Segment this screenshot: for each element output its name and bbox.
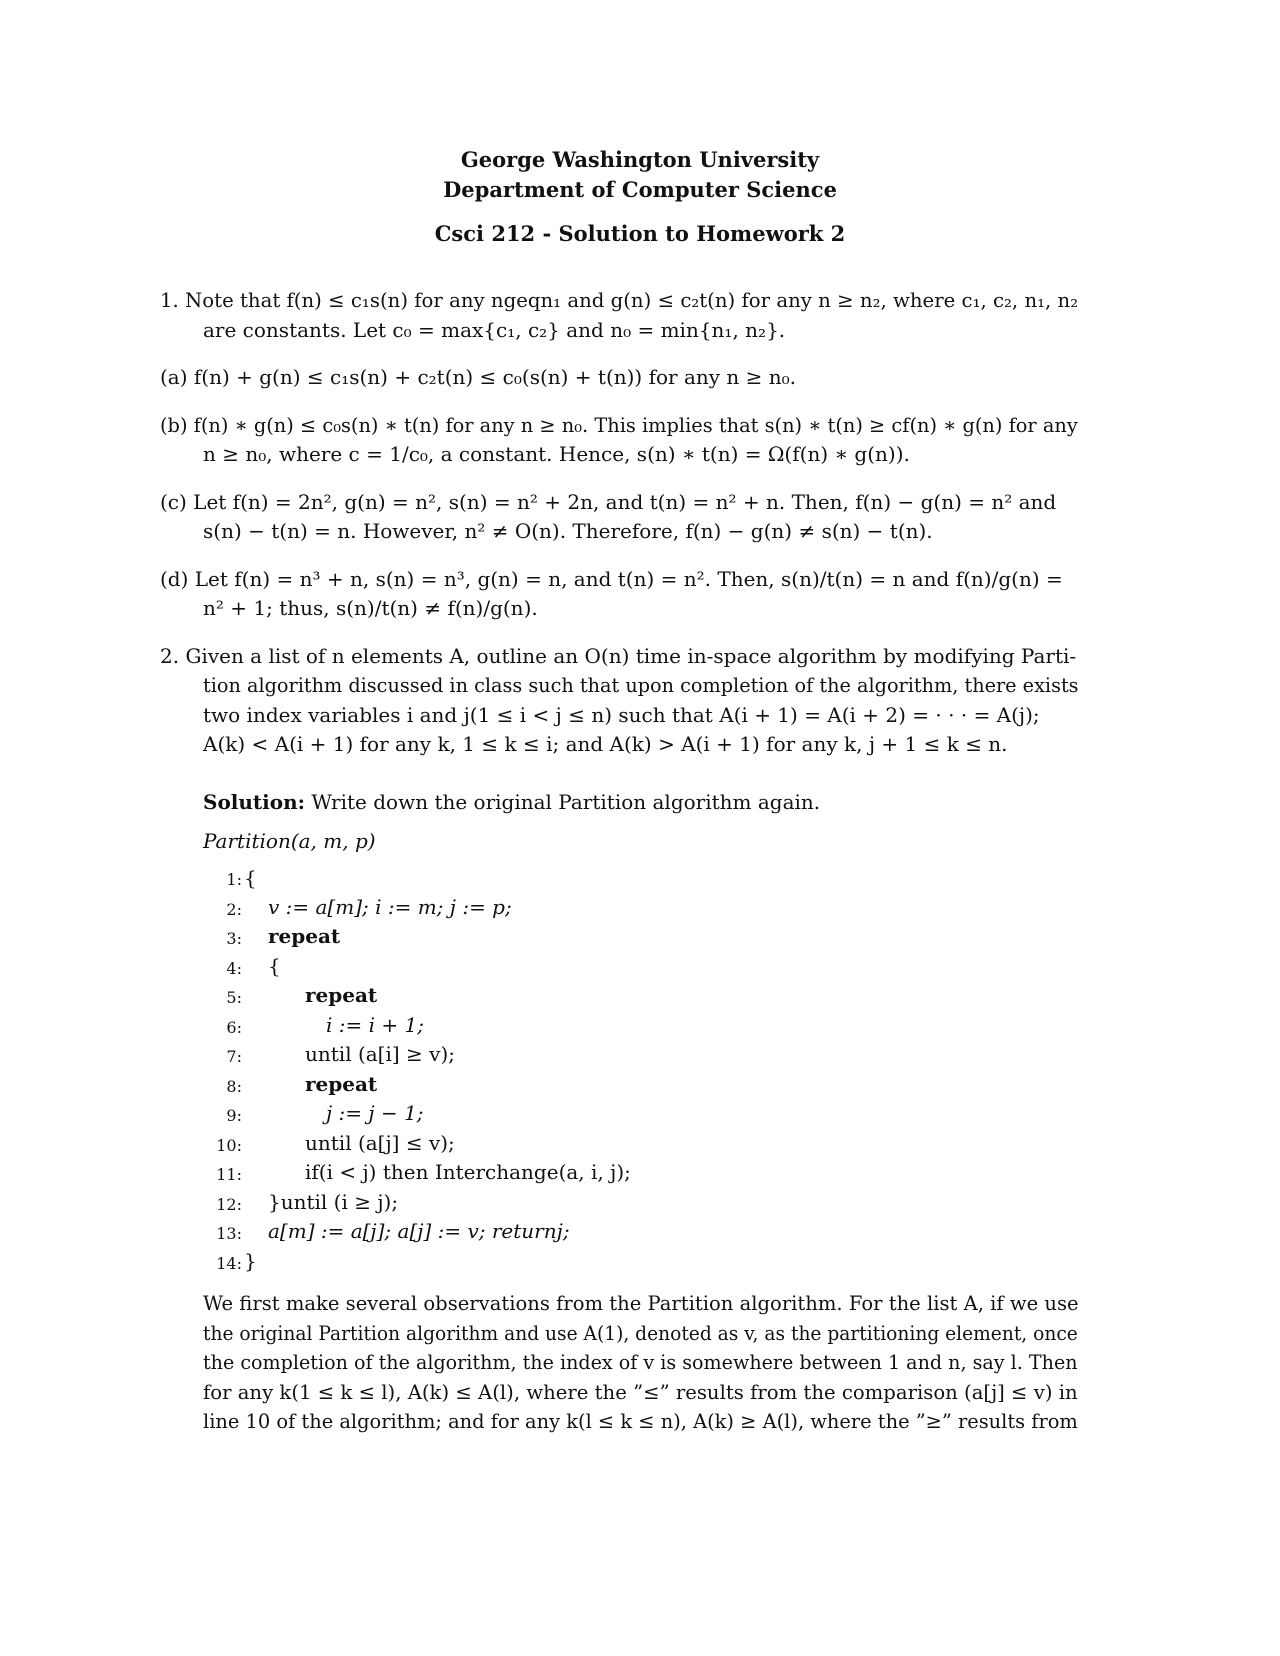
line-number: 13: — [216, 1224, 242, 1243]
problem1-part-d-line2: n² + 1; thus, s(n)/t(n) ≠ f(n)/g(n). — [203, 596, 538, 620]
code-line: until (a[i] ≥ v); — [305, 1042, 455, 1066]
code-line: { — [244, 866, 257, 890]
solution-label: Solution: — [203, 790, 306, 814]
line-number: 10: — [216, 1136, 242, 1155]
line-number: 7: — [226, 1047, 242, 1066]
problem2-line4: A(k) < A(i + 1) for any k, 1 ≤ k ≤ i; and A(k) > A(i + 1) for any k, j + 1 ≤ k ≤ n. — [203, 732, 1008, 756]
line-number: 6: — [226, 1018, 242, 1037]
line-number: 12: — [216, 1195, 242, 1214]
line-number: 4: — [226, 959, 242, 978]
document-title: Csci 212 - Solution to Homework 2 — [434, 221, 846, 246]
problem1-part-a: (a) f(n) + g(n) ≤ c₁s(n) + c₂t(n) ≤ c₀(s(n) + t(n)) for any n ≥ n₀. — [160, 365, 797, 389]
code-line: j := j − 1; — [326, 1101, 424, 1125]
code-line: }until (i ≥ j); — [268, 1190, 399, 1214]
solution-text: Write down the original Partition algorithm again. — [311, 790, 821, 814]
code-line: a[m] := a[j]; a[j] := v; returnj; — [268, 1219, 570, 1243]
problem1-intro-line2: are constants. Let c₀ = max{c₁, c₂} and n₀ = min{n₁, n₂}. — [203, 318, 786, 342]
problem1-intro-line1: 1. Note that f(n) ≤ c₁s(n) for any ngeqn₁ and g(n) ≤ c₂t(n) for any n ≥ n₂, where c₁, c₂, n₁, n₂ — [160, 288, 1079, 312]
problem1-part-d-line1: (d) Let f(n) = n³ + n, s(n) = n³, g(n) = n, and t(n) = n². Then, s(n)/t(n) = n and f(n)/g(n) = — [160, 567, 1063, 591]
solution-intro — [203, 790, 820, 814]
algorithm-signature: Partition(a, m, p) — [203, 829, 376, 853]
code-line: until (a[j] ≤ v); — [305, 1131, 455, 1155]
problem1-part-b-line1: (b) f(n) ∗ g(n) ≤ c₀s(n) ∗ t(n) for any n ≥ n₀. This implies that s(n) ∗ t(n) ≥ cf(n) ∗ g(n) for any — [160, 413, 1078, 437]
code-line: repeat — [305, 983, 378, 1007]
line-number: 8: — [226, 1077, 242, 1096]
line-number: 11: — [216, 1165, 242, 1184]
line-number: 2: — [226, 900, 242, 919]
problem1-part-c-line2: s(n) − t(n) = n. However, n² ≠ O(n). Therefore, f(n) − g(n) ≠ s(n) − t(n). — [203, 519, 933, 543]
line-number: 14: — [216, 1254, 242, 1273]
problem1-part-c-line1: (c) Let f(n) = 2n², g(n) = n², s(n) = n² + 2n, and t(n) = n² + n. Then, f(n) − g(n) = n² and — [160, 490, 1057, 514]
problem1-part-b-line2: n ≥ n₀, where c = 1/c₀, a constant. Hence, s(n) ∗ t(n) = Ω(f(n) ∗ g(n)). — [203, 442, 910, 466]
observations-line1: We first make several observations from the Partition algorithm. For the list A, if we use — [203, 1291, 1079, 1315]
problem2-line1: 2. Given a list of n elements A, outline an O(n) time in-space algorithm by modifying Parti- — [160, 644, 1077, 668]
code-line: repeat — [305, 1072, 378, 1096]
code-line: i := i + 1; — [326, 1013, 424, 1037]
line-number: 1: — [226, 870, 242, 889]
code-line: v := a[m]; i := m; j := p; — [268, 895, 512, 919]
problem2-line2: tion algorithm discussed in class such that upon completion of the algorithm, there exists — [203, 673, 1079, 697]
line-number: 5: — [226, 988, 242, 1007]
observations-line3: the completion of the algorithm, the index of v is somewhere between 1 and n, say l. Then — [203, 1350, 1078, 1374]
code-line: repeat — [268, 924, 341, 948]
line-number: 9: — [226, 1106, 242, 1125]
line-number: 3: — [226, 929, 242, 948]
problem2-line3: two index variables i and j(1 ≤ i < j ≤ n) such that A(i + 1) = A(i + 2) = · · · = A(j); — [203, 703, 1040, 727]
code-line: if(i < j) then Interchange(a, i, j); — [305, 1160, 631, 1184]
observations-line4: for any k(1 ≤ k ≤ l), A(k) ≤ A(l), where the ”≤” results from the comparison (a[j] ≤ v) in — [203, 1380, 1078, 1404]
university-name: George Washington University — [460, 147, 820, 172]
department-name: Department of Computer Science — [443, 177, 837, 202]
observations-line2: the original Partition algorithm and use A(1), denoted as v, as the partitioning element, once — [203, 1321, 1078, 1345]
code-line: { — [268, 954, 281, 978]
observations-line5: line 10 of the algorithm; and for any k(l ≤ k ≤ n), A(k) ≥ A(l), where the ”≥” results from — [203, 1409, 1078, 1433]
code-line: } — [244, 1249, 257, 1273]
